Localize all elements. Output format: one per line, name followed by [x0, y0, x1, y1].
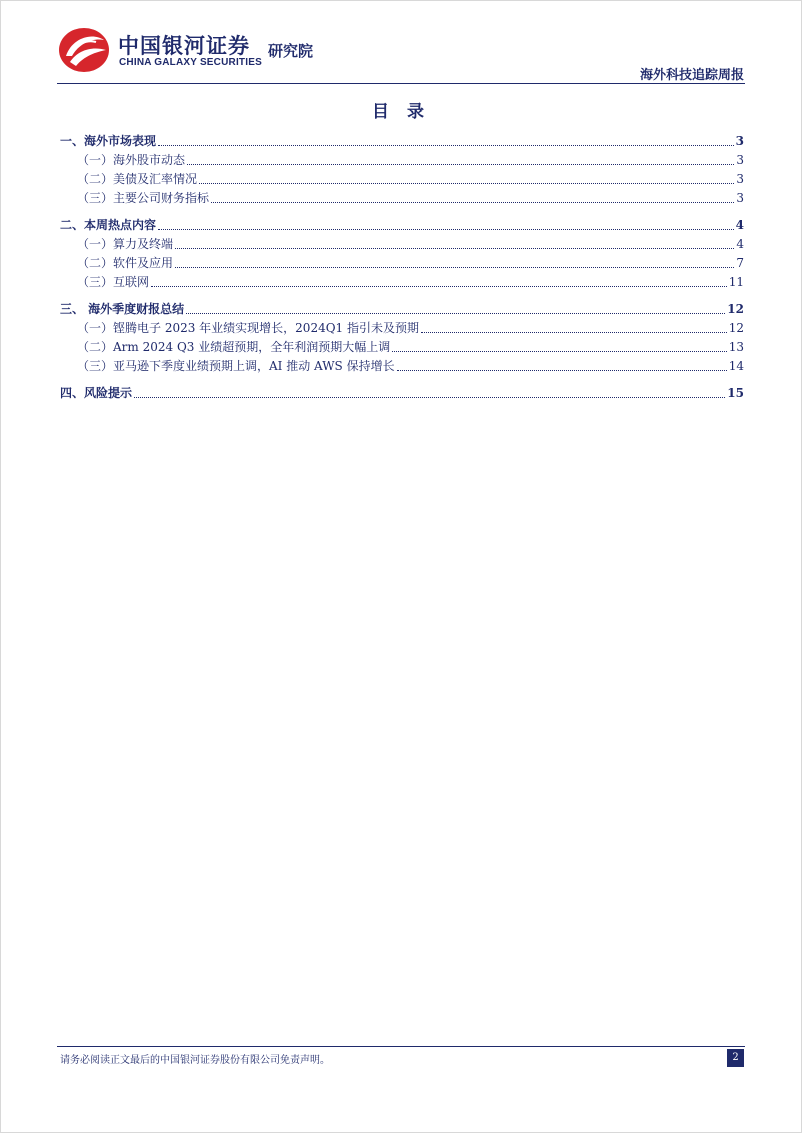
toc-entry-page: 3 [736, 191, 744, 205]
page-number-badge: 2 [727, 1049, 744, 1067]
toc-subsection-entry[interactable] [60, 319, 744, 338]
toc-subsection-entry[interactable] [60, 357, 744, 376]
toc-entry-label: （三）亚马逊下季度业绩预期上调，AI 推动 AWS 保持增长 [77, 359, 395, 373]
toc-entry-page: 7 [736, 256, 744, 270]
page-header [0, 0, 802, 90]
toc-subsection-entry[interactable] [60, 273, 744, 292]
toc-entry-label: （三）主要公司财务指标 [77, 191, 210, 205]
toc-section-entry[interactable] [60, 216, 744, 235]
toc-subsection-entry[interactable] [60, 235, 744, 254]
toc-entry-page: 14 [728, 359, 744, 373]
toc-entry-page: 3 [736, 153, 744, 167]
toc-entry-page: 3 [736, 172, 744, 186]
toc-dot-leader [421, 331, 727, 333]
toc-entry-page: 12 [728, 321, 744, 335]
toc-dot-leader [392, 350, 726, 352]
toc-dot-leader [199, 182, 734, 184]
toc-dot-leader [187, 163, 734, 165]
toc-entry-label: 二、本周热点内容 [60, 218, 157, 232]
galaxy-logo-icon [58, 26, 110, 74]
toc-dot-leader [151, 285, 727, 287]
toc-entry-page: 4 [736, 237, 744, 251]
toc-section-entry[interactable] [60, 300, 744, 319]
toc-subsection-entry[interactable] [60, 338, 744, 357]
toc-title: 目 录 [372, 102, 430, 122]
toc-section-entry[interactable] [60, 132, 744, 151]
toc-dot-leader [158, 144, 734, 146]
brand-name-english: CHINA GALAXY SECURITIES [119, 57, 262, 68]
toc-entry-page: 4 [735, 218, 744, 232]
toc-entry-page: 13 [728, 340, 744, 354]
report-type-label: 海外科技追踪周报 [639, 68, 744, 83]
toc-dot-leader [158, 228, 734, 230]
toc-subsection-entry[interactable] [60, 170, 744, 189]
brand-name-chinese: 中国银河证券 [118, 34, 250, 58]
toc-entry-label: （二）美债及汇率情况 [77, 172, 198, 186]
toc-subsection-entry[interactable] [60, 189, 744, 208]
toc-entry-label: 三、 海外季度财报总结 [60, 302, 185, 316]
toc-entry-page: 3 [735, 134, 744, 148]
toc-section-entry[interactable] [60, 384, 744, 403]
toc-entry-label: （一）海外股市动态 [77, 153, 186, 167]
toc-entry-label: （一）算力及终端 [77, 237, 174, 251]
institute-label: 研究院 [268, 42, 314, 60]
table-of-contents [60, 132, 744, 403]
toc-dot-leader [211, 201, 734, 203]
toc-dot-leader [175, 266, 734, 268]
header-divider [57, 83, 745, 84]
toc-subsection-entry[interactable] [60, 254, 744, 273]
toc-entry-page: 15 [727, 386, 744, 400]
toc-entry-label: 四、风险提示 [60, 386, 133, 400]
toc-entry-label: 一、海外市场表现 [60, 134, 157, 148]
toc-entry-label: （一）铿腾电子 2023 年业绩实现增长，2024Q1 指引未及预期 [77, 321, 419, 335]
footer-divider [57, 1046, 745, 1047]
toc-dot-leader [186, 312, 725, 314]
toc-entry-label: （二）软件及应用 [77, 256, 174, 270]
toc-entry-page: 12 [727, 302, 744, 316]
toc-dot-leader [175, 247, 734, 249]
toc-entry-label: （三）互联网 [77, 275, 150, 289]
footer-disclaimer: 请务必阅读正文最后的中国银河证券股份有限公司免责声明。 [60, 1055, 330, 1066]
toc-subsection-entry[interactable] [60, 151, 744, 170]
toc-entry-page: 11 [728, 275, 744, 289]
toc-dot-leader [397, 369, 727, 371]
toc-entry-label: （二）Arm 2024 Q3 业绩超预期，全年利润预期大幅上调 [77, 340, 391, 354]
toc-dot-leader [134, 396, 725, 398]
